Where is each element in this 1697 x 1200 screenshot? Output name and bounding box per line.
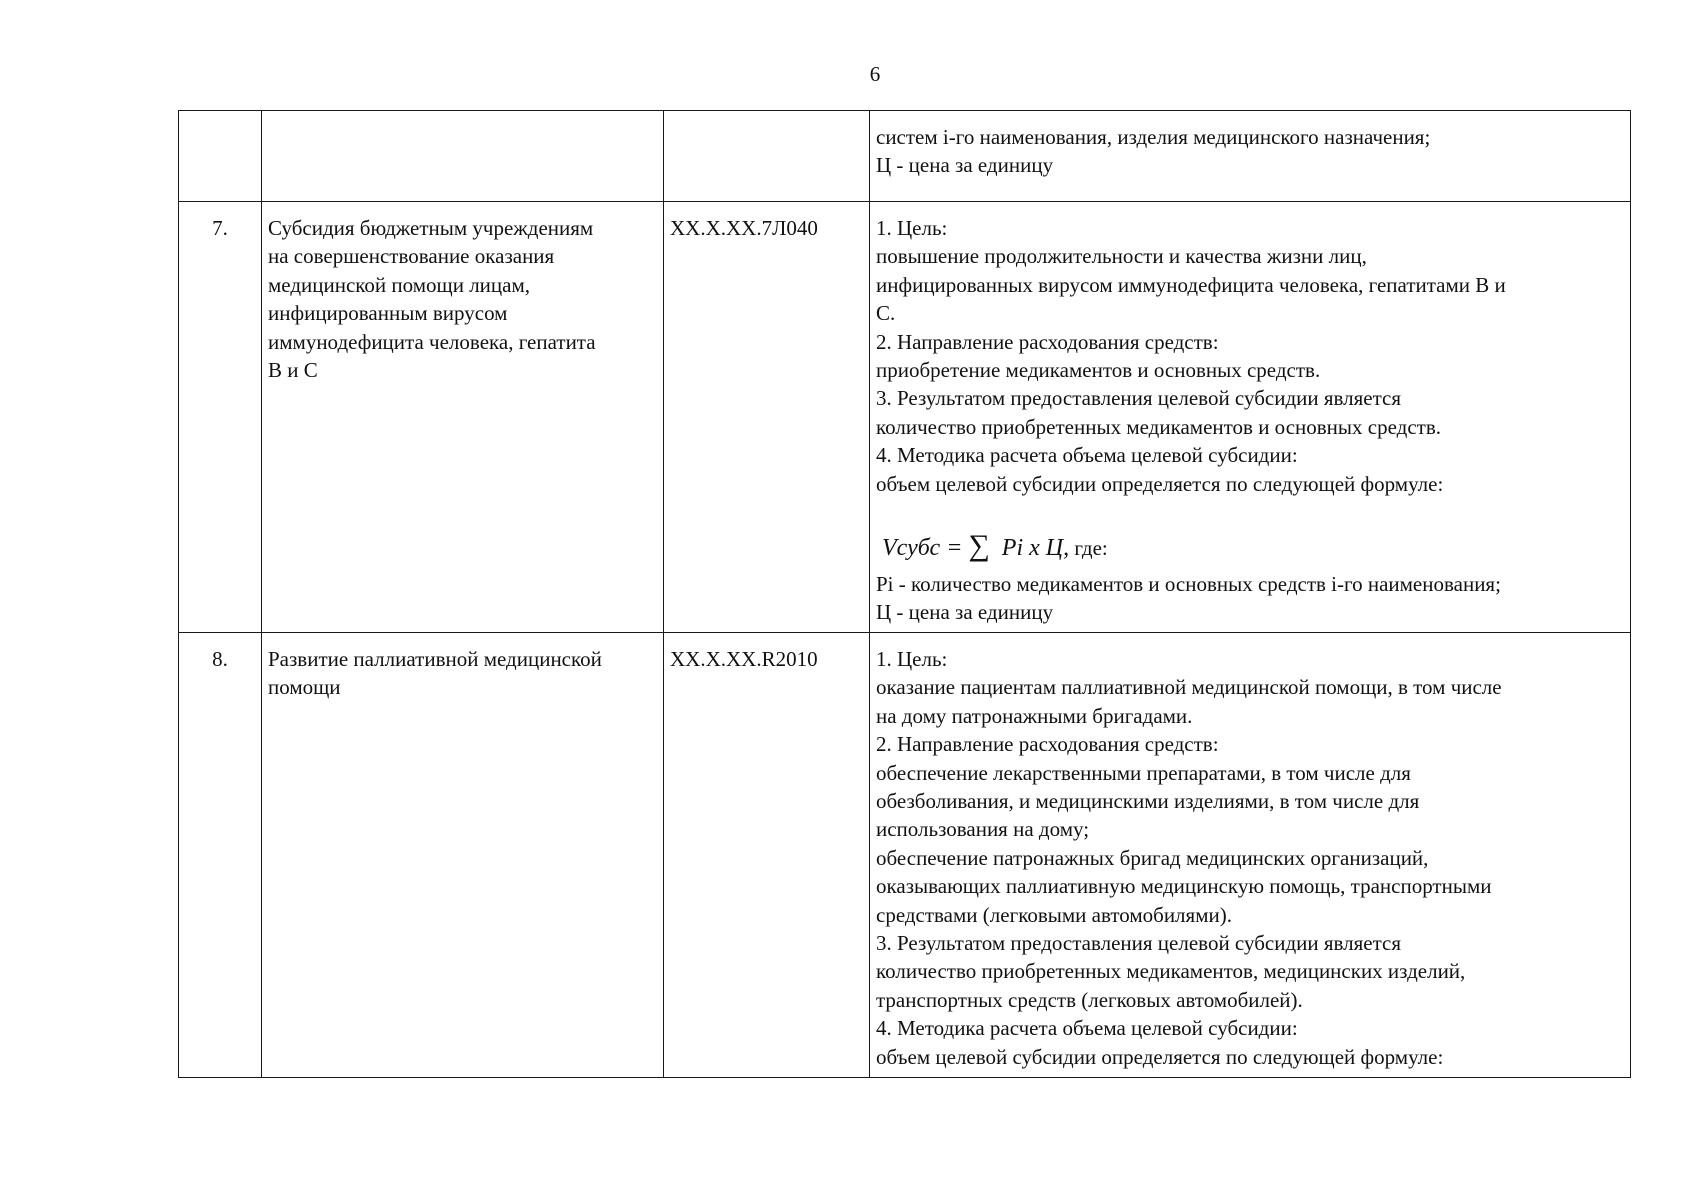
sigma-symbol: ∑ <box>968 529 990 563</box>
table-row <box>179 202 1631 633</box>
description-line: С. <box>876 301 896 326</box>
subsidy-formula <box>876 524 1624 568</box>
description-line: объем целевой субсидии определяется по следующей формуле: <box>876 1044 1444 1069</box>
row-name-cell <box>262 633 664 1078</box>
description-line: 2. Направление расходования средств: <box>876 732 1219 757</box>
description-line: 3. Результатом предоставления целевой субсидии является <box>876 386 1402 411</box>
table-row <box>179 111 1631 202</box>
formula-suffix: где: <box>1069 536 1108 561</box>
description-line: 1. Цель: <box>876 647 948 671</box>
description-line: 4. Методика расчета объема целевой субсидии: <box>876 1016 1298 1041</box>
description-line: 3. Результатом предоставления целевой субсидии является <box>876 931 1402 956</box>
row-number-cell <box>179 111 262 202</box>
description-line: средствами (легковыми автомобилями). <box>876 902 1232 927</box>
description-line: объем целевой субсидии определяется по следующей формуле: <box>876 471 1444 496</box>
description-line: инфицированных вирусом иммунодефицита человека, гепатитами В и <box>876 272 1506 297</box>
description-line: Ц - цена за единицу <box>876 600 1054 625</box>
description-line: повышение продолжительности и качества жизни лиц, <box>876 244 1367 269</box>
formula-rhs: Pi x Ц, <box>995 535 1070 562</box>
row-code-cell: XX.X.XX.7Л040 <box>664 202 870 633</box>
name-line: помощи <box>268 675 341 700</box>
description-line: 4. Методика расчета объема целевой субсидии: <box>876 443 1298 468</box>
description-line: Ц - цена за единицу <box>876 153 1054 178</box>
description-line: Pi - количество медикаментов и основных средств i-го наименования; <box>876 572 1501 597</box>
row-code-cell: XX.X.XX.R2010 <box>664 633 870 1078</box>
page-number: 6 <box>869 62 881 86</box>
row-name-cell <box>262 111 664 202</box>
description-line: обеспечение лекарственными препаратами, в том числе для <box>876 760 1411 785</box>
name-line: В и С <box>268 358 318 383</box>
description-line: на дому патронажными бригадами. <box>876 703 1193 728</box>
description-line: обеспечение патронажных бригад медицинских организаций, <box>876 845 1429 870</box>
description-line: оказание пациентам паллиативной медицинской помощи, в том числе <box>876 675 1502 700</box>
description-line: количество приобретенных медикаментов и основных средств. <box>876 414 1441 439</box>
name-line: инфицированным вирусом <box>268 301 508 326</box>
description-line: транспортных средств (легковых автомобилей). <box>876 987 1303 1012</box>
description-line: 1. Цель: <box>876 216 948 240</box>
description-line: обезболивания, и медицинскими изделиями, в том числе для <box>876 789 1420 814</box>
description-line: 2. Направление расходования средств: <box>876 329 1219 354</box>
row-code-cell <box>664 111 870 202</box>
name-line: медицинской помощи лицам, <box>268 272 531 297</box>
formula-lhs: Vсубс = <box>882 535 969 562</box>
subsidy-table <box>178 110 1631 1078</box>
row-number-cell: 8. <box>179 633 262 1078</box>
name-line: Субсидия бюджетным учреждениям <box>268 216 594 240</box>
row-description-cell <box>870 111 1631 202</box>
name-line: на совершенствование оказания <box>268 244 555 269</box>
description-line: приобретение медикаментов и основных средств. <box>876 358 1321 383</box>
table-row <box>179 633 1631 1078</box>
row-name-cell <box>262 202 664 633</box>
row-description-cell <box>870 633 1631 1078</box>
row-description-cell <box>870 202 1631 633</box>
description-line: систем i-го наименования, изделия медицинского назначения; <box>876 125 1431 149</box>
description-line: оказывающих паллиативную медицинскую помощь, транспортными <box>876 874 1492 899</box>
name-line: Развитие паллиативной медицинской <box>268 647 602 671</box>
name-line: иммунодефицита человека, гепатита <box>268 329 596 354</box>
description-line: количество приобретенных медикаментов, медицинских изделий, <box>876 959 1466 984</box>
description-line: использования на дому; <box>876 817 1090 842</box>
row-number-cell: 7. <box>179 202 262 633</box>
